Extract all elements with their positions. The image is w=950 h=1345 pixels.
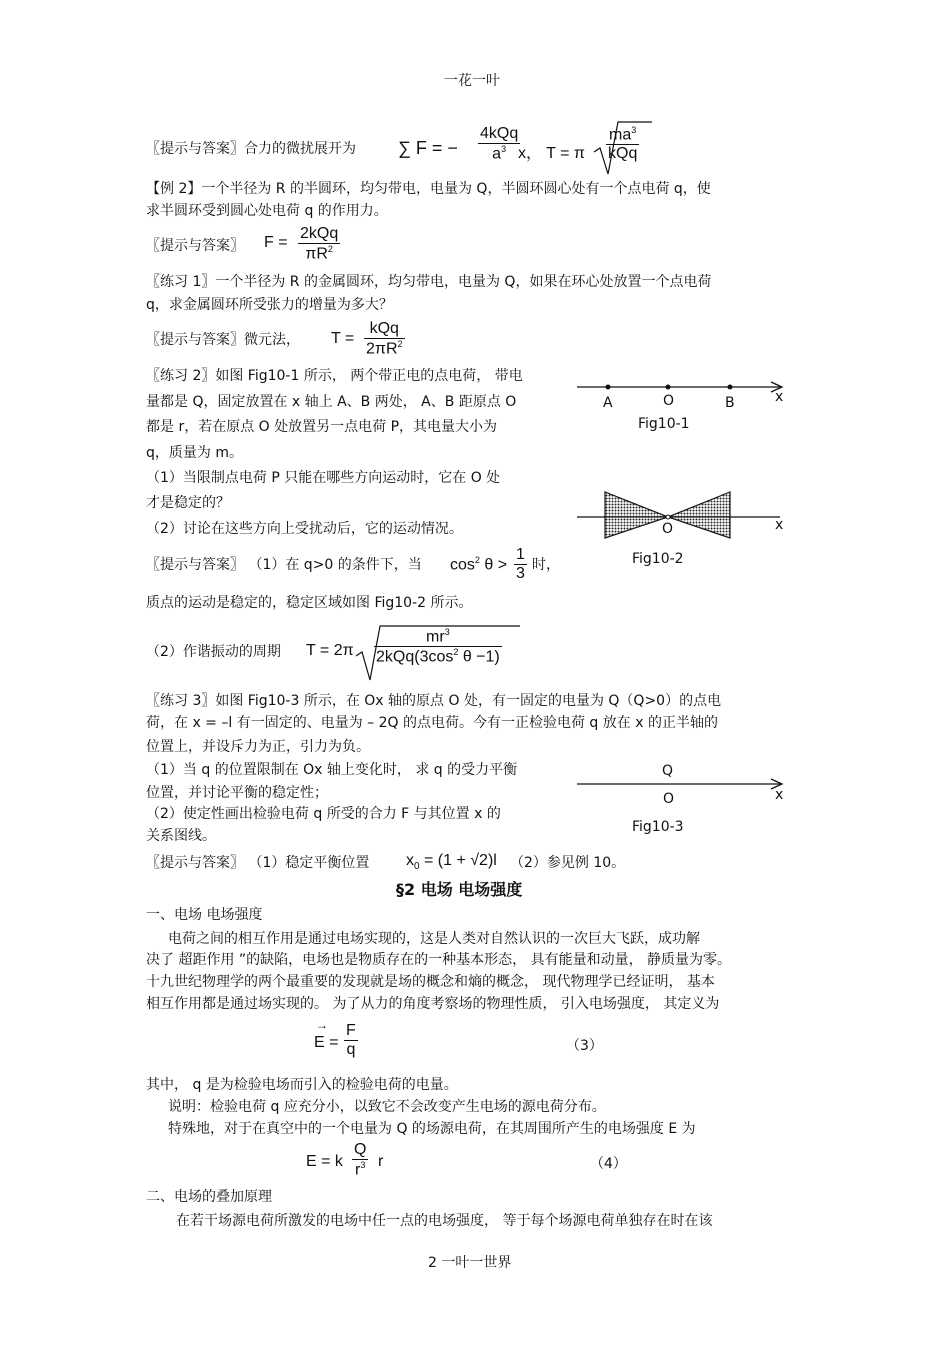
exercise-3-line3: 位置上，并设斥力为正，引力为负。: [146, 739, 370, 755]
para-4: 相互作用都是通过场实现的。 为了从力的角度考察场的物理性质， 引入电场强度， 其定义为: [146, 996, 720, 1012]
fig3-label-x: x: [775, 787, 784, 803]
formula-x0: $x_0 = (1 + √2)l$: [406, 852, 497, 873]
formula-r-vec: r: [378, 1153, 384, 1170]
fig2-label-O: O: [662, 521, 674, 537]
hint-2: 〖提示与答案〗: [146, 238, 244, 254]
exercise-2-line4: q，质量为 m。: [146, 445, 243, 461]
formula-x-T: x， T = π: [518, 145, 585, 162]
hint-4: 〖提示与答案〗 （1）在 q>0 的条件下，当: [146, 557, 422, 573]
formula-E-def: E =: [314, 1034, 339, 1051]
fig1-label-O: O: [663, 393, 675, 409]
exercise-2-line3: 都是 r，若在原点 O 处放置另一点电荷 P，其电量大小为: [146, 419, 498, 435]
fig1-label-x: x: [775, 389, 784, 405]
exercise-3-line4: （1）当 q 的位置限制在 Ox 轴上变化时， 求 q 的受力平衡: [146, 762, 518, 778]
fig3-label-Q: Q: [662, 763, 674, 779]
fig1-label-A: A: [603, 395, 613, 411]
fig1-label-B: B: [725, 395, 735, 411]
figure-10-3: [575, 762, 795, 812]
exercise-2-line1: 〖练习 2〗如图 Fig10-1 所示， 两个带正电的点电荷， 带电: [146, 368, 523, 384]
exercise-3-line6: （2）使定性画出检验电荷 q 所受的合力 F 与其位置 x 的: [146, 806, 501, 822]
exercise-2-line5: （1）当限制点电荷 P 只能在哪些方向运动时，它在 O 处: [146, 470, 501, 486]
formula-T3: T =: [331, 330, 355, 347]
exercise-1-line1: 〖练习 1〗一个半径为 R 的金属圆环，均匀带电，电量为 Q，如果在环心处放置一个点电荷: [146, 274, 712, 290]
formula-sum-F: ∑ F = −: [398, 138, 458, 158]
para-7: 特殊地，对于在真空中的一个电量为 Q 的场源电荷，在其周围所产生的电场强度 E 为: [168, 1121, 696, 1137]
formula-T-2pi: T = 2π: [306, 642, 354, 659]
formula-frac-kQq: kQq $2\pi R^2$: [366, 320, 403, 358]
example-2-line2: 求半圆环受到圆心处电荷 q 的作用力。: [146, 203, 388, 219]
formula-frac-4kQq: 4kQq $a^3$: [480, 125, 519, 163]
formula-cos2theta: $\cos^2 \theta$ >: [450, 555, 508, 574]
para-6: 说明：检验电荷 q 应充分小，以致它不会改变产生电场的源电荷分布。: [168, 1099, 606, 1115]
exercise-3-line7: 关系图线。: [146, 828, 216, 844]
hint-4-tail: 时，: [532, 557, 560, 573]
fig1-caption: Fig10-1: [638, 416, 690, 432]
section-title: §2 电场 电场强度: [396, 880, 523, 899]
fig3-caption: Fig10-3: [632, 819, 684, 835]
formula-F2: F =: [264, 234, 288, 251]
equation-number-3: （3）: [566, 1038, 603, 1054]
equation-number-4: （4）: [590, 1156, 627, 1172]
para-3: 十九世纪物理学的两个最重要的发现就是场的概念和熵的概念， 现代物理学已经证明， 基本: [146, 974, 715, 990]
formula-frac-2kQq: 2kQq $\pi R^2$: [300, 225, 339, 263]
hint-3: 〖提示与答案〗微元法，: [146, 332, 300, 348]
formula-frac-1-3: $\frac{1}{3}$: [516, 546, 525, 582]
example-2-line1: 【例 2】一个半径为 R 的半圆环，均匀带电，电量为 Q，半圆环圆心处有一个点电荷 q，使: [146, 181, 711, 197]
figure-10-2: [575, 488, 795, 548]
para-5: 其中， q 是为检验电场而引入的检验电荷的电量。: [146, 1077, 458, 1093]
heading-2: 二、电场的叠加原理: [146, 1189, 272, 1205]
exercise-2-line2: 量都是 Q，固定放置在 x 轴上 A、B 两处， A、B 距原点 O: [146, 394, 517, 410]
para-2: 决了 超距作用 ”的缺陷，电场也是物质存在的一种基本形态， 具有能量和动量， 静质量为零。: [146, 952, 732, 968]
exercise-3-line5: 位置，并讨论平衡的稳定性；: [146, 785, 328, 801]
exercise-3-line2: 荷，在 x = –l 有一固定的、电量为 – 2Q 的点电荷。今有一正检验电荷 q 放在 x 的正半轴的: [146, 715, 718, 731]
hint-6: 〖提示与答案〗 （1）稳定平衡位置: [146, 855, 370, 871]
hint-4-line2: 质点的运动是稳定的，稳定区域如图 Fig10-2 所示。: [146, 595, 473, 611]
hint-1: 〖提示与答案〗合力的微扰展开为: [146, 141, 356, 157]
formula-frac-mr3: $mr^3$ $2kQq(3\cos^2$ θ −1): [376, 627, 500, 666]
para-1: 电荷之间的相互作用是通过电场实现的，这是人类对自然认识的一次巨大飞跃，成功解: [168, 931, 700, 947]
page-footer: 2 一叶一世界: [428, 1255, 512, 1271]
fig3-label-O: O: [663, 791, 675, 807]
formula-frac-Q-r3: $\frac{Q}{r^3}$: [354, 1141, 367, 1179]
hint-5: （2）作谐振动的周期: [146, 644, 281, 660]
exercise-1-line2: q，求金属圆环所受张力的增量为多大？: [146, 297, 393, 313]
para-8: 在若干场源电荷所激发的电场中任一点的电场强度， 等于每个场源电荷单独存在时在该: [176, 1213, 713, 1229]
fig2-caption: Fig10-2: [632, 551, 684, 567]
page-header: 一花一叶: [444, 73, 500, 89]
exercise-2-line6: 才是稳定的？: [146, 495, 230, 511]
formula-E-arrow: →: [316, 1018, 328, 1032]
fig2-label-x: x: [775, 517, 784, 533]
exercise-3-line1: 〖练习 3〗如图 Fig10-3 所示，在 Ox 轴的原点 O 处，有一固定的电量为 Q（Q>0）的点电: [146, 693, 722, 709]
formula-E-coulomb: E = k: [306, 1153, 343, 1170]
heading-1: 一、电场 电场强度: [146, 907, 263, 923]
formula-frac-ma3: $ma^3$ kQq: [608, 125, 638, 163]
hint-6-tail: （2）参见例 10。: [510, 855, 626, 871]
formula-frac-F-q: $\frac{F}{q}$: [346, 1022, 356, 1058]
exercise-2-line7: （2）讨论在这些方向上受扰动后，它的运动情况。: [146, 521, 463, 537]
